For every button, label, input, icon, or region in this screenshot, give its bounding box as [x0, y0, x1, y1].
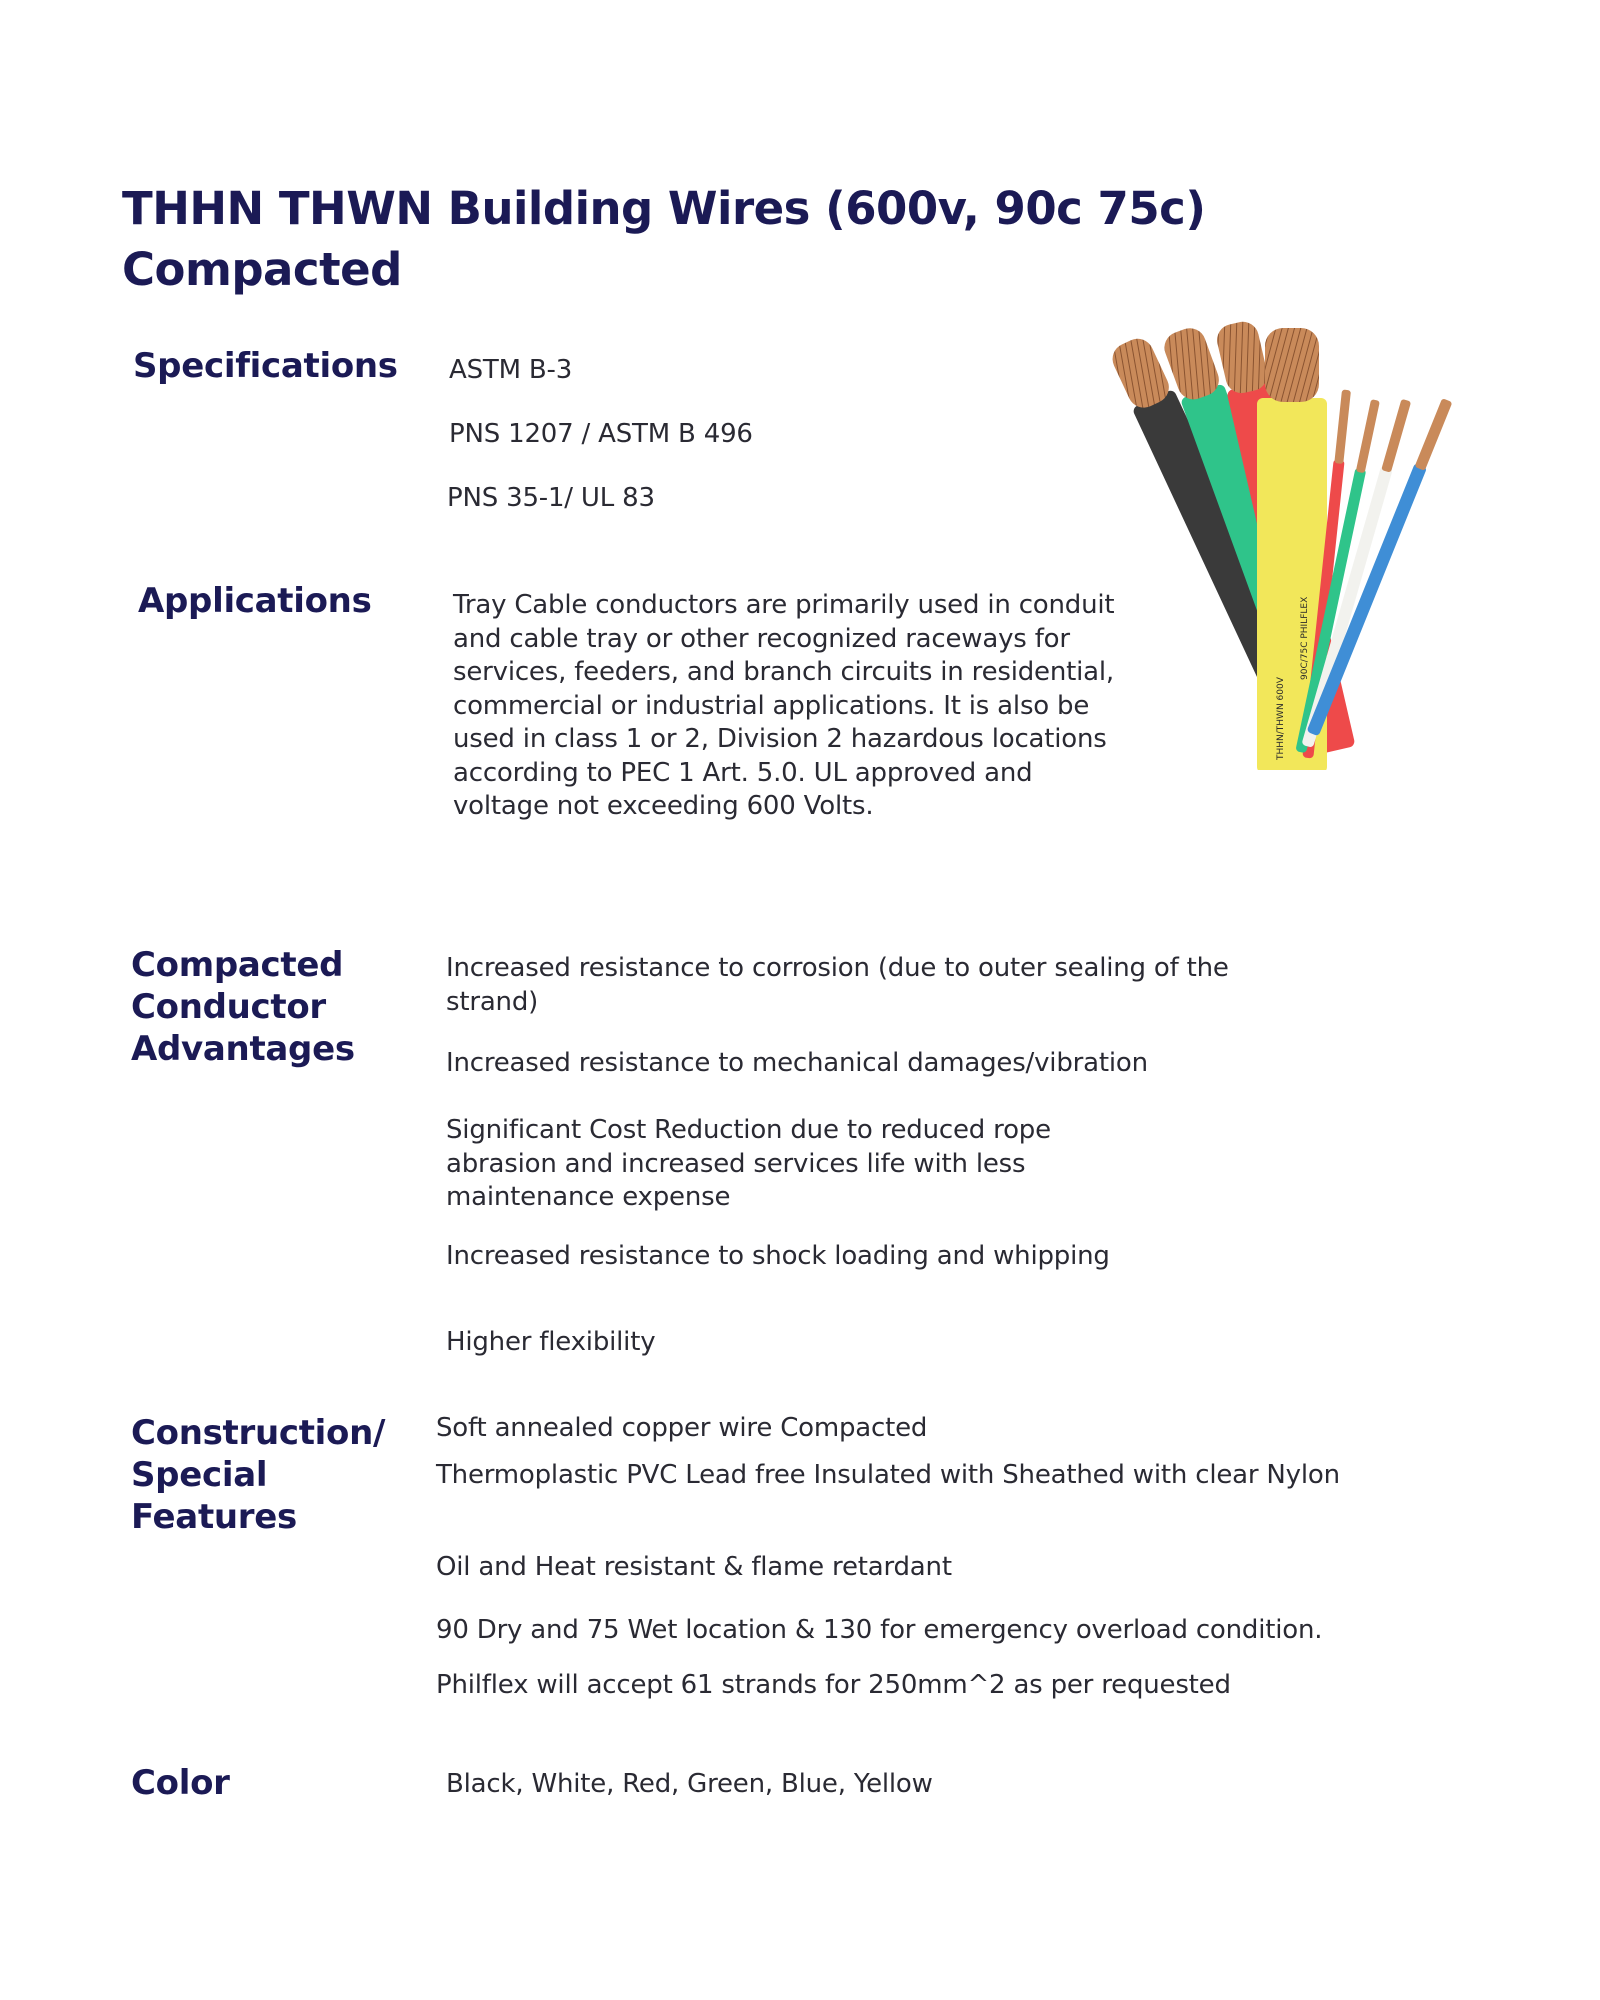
construction-item: 90 Dry and 75 Wet location & 130 for emergency overload condition. [436, 1615, 1323, 1645]
color-list: Black, White, Red, Green, Blue, Yellow [446, 1769, 933, 1799]
construction-heading: Construction/ Special Features [131, 1413, 386, 1537]
page-title: THHN THWN Building Wires (600v, 90c 75c) Compacted [122, 182, 1206, 296]
advantage-item: Higher flexibility [446, 1327, 656, 1357]
spec-item: PNS 1207 / ASTM B 496 [449, 419, 753, 449]
spec-item: PNS 35-1/ UL 83 [447, 483, 655, 513]
advantage-item: Increased resistance to corrosion (due to outer sealing of the strand) [446, 953, 1229, 1017]
specifications-heading: Specifications [133, 346, 398, 386]
construction-item: Oil and Heat resistant & flame retardant [436, 1552, 952, 1582]
construction-item: Philflex will accept 61 strands for 250mm^2 as per requested [436, 1670, 1231, 1700]
applications-paragraph: Tray Cable conductors are primarily used in conduit and cable tray or other recognized raceways for services, feeders, and branch circuits in residential, commercial or industrial applications. It is also be used in class 1 or 2, Division 2 hazardous locations according to PEC 1 Art. 5.0. UL approved and voltage not exceeding 600 Volts. [453, 590, 1115, 821]
construction-item: Soft annealed copper wire Compacted [436, 1413, 928, 1443]
advantage-item: Significant Cost Reduction due to reduced rope abrasion and increased services life with less maintenance expense [446, 1115, 1051, 1212]
spec-item: ASTM B-3 [449, 355, 573, 385]
color-heading: Color [131, 1763, 230, 1803]
svg-text:THHN/THWN 600V: THHN/THWN 600V [1276, 677, 1286, 760]
svg-text:90C/75C PHILFLEX: 90C/75C PHILFLEX [1300, 596, 1310, 680]
advantage-item: Increased resistance to mechanical damages/vibration [446, 1048, 1148, 1078]
construction-item: Thermoplastic PVC Lead free Insulated with Sheathed with clear Nylon [436, 1460, 1340, 1490]
wire-bundle-icon [1085, 320, 1485, 770]
advantage-item: Increased resistance to shock loading and whipping [446, 1241, 1110, 1271]
applications-heading: Applications [138, 581, 372, 621]
advantages-heading: Compacted Conductor Advantages [131, 945, 355, 1069]
